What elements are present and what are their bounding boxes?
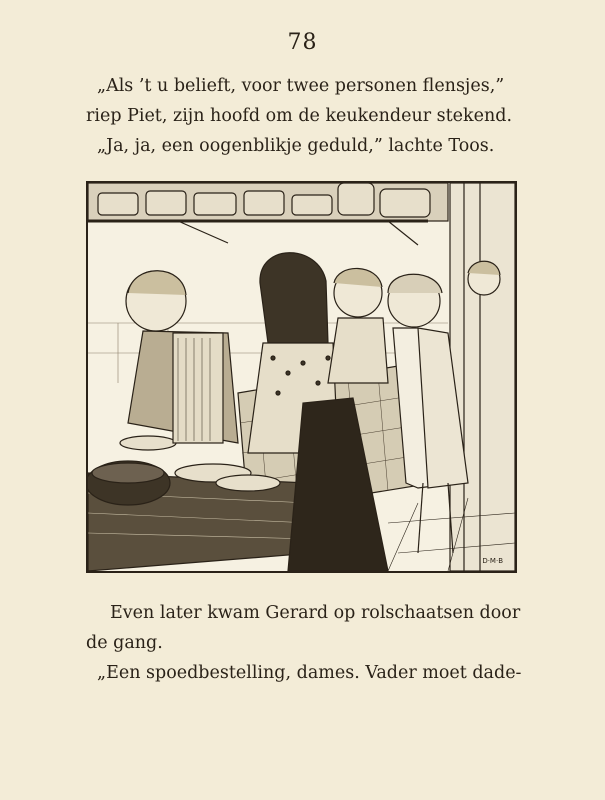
text-line-2: riep Piet, zijn hoofd om de keukendeur stekend. (86, 106, 513, 126)
illustrator-monogram: D·M·B (482, 557, 503, 565)
text-line-5: de gang. (86, 633, 163, 653)
kitchen-illustration (86, 181, 517, 573)
kitchen-scene-drawing (88, 183, 515, 571)
text-line-6: „Een spoedbestelling, dames. Vader moet dade- (97, 663, 522, 683)
text-line-4: Even later kwam Gerard op rolschaatsen door (110, 603, 521, 623)
text-line-1: „Als ’t u belieft, voor twee personen flensjes,” (97, 76, 505, 96)
page-number: 78 (287, 30, 318, 55)
text-line-3: „Ja, ja, een oogenblikje geduld,” lachte Toos. (97, 136, 495, 156)
